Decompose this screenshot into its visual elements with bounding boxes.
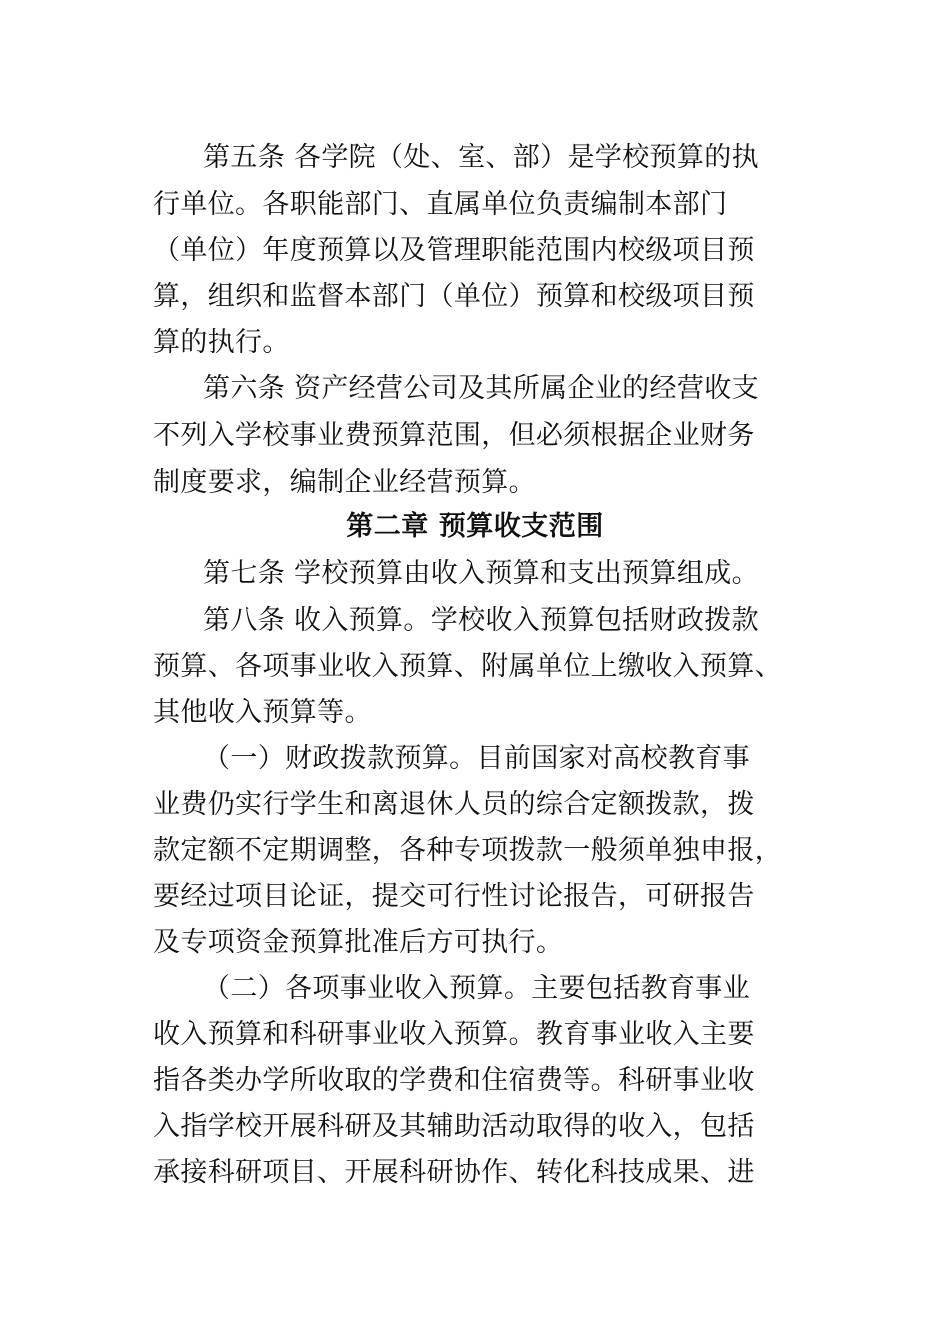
article-5-line-5: 算的执行。 xyxy=(153,327,290,358)
item-2-line-2: 收入预算和科研事业收入预算。教育事业收入主要 xyxy=(153,1019,755,1050)
article-6-line-2: 不列入学校事业费预算范围，但必须根据企业财务 xyxy=(153,420,755,451)
item-1-line-5: 及专项资金预算批准后方可执行。 xyxy=(153,927,564,958)
item-2-line-3: 指各类办学所收取的学费和住宿费等。科研事业收 xyxy=(153,1065,755,1096)
article-5-line-2: 行单位。各职能部门、直属单位负责编制本部门 xyxy=(153,189,728,220)
chapter-heading: 第二章 预算收支范围 xyxy=(346,511,604,542)
item-1-line-3: 款定额不定期调整，各种专项拨款一般须单独申报， xyxy=(153,835,783,866)
item-1-line-2: 业费仍实行学生和离退休人员的综合定额拨款，拨 xyxy=(153,789,755,820)
article-8-line-2: 预算、各项事业收入预算、附属单位上缴收入预算、 xyxy=(153,651,783,682)
article-8-line-1: 第八条 收入预算。学校收入预算包括财政拨款 xyxy=(203,605,759,636)
item-2-line-1: （二）各项事业收入预算。主要包括教育事业 xyxy=(203,973,750,1004)
article-6-line-3: 制度要求，编制企业经营预算。 xyxy=(153,467,536,498)
article-8-line-3: 其他收入预算等。 xyxy=(153,697,372,728)
article-5-line-3: （单位）年度预算以及管理职能范围内校级项目预 xyxy=(153,235,755,266)
item-1-line-1: （一）财政拨款预算。目前国家对高校教育事 xyxy=(203,743,750,774)
item-2-line-4: 入指学校开展科研及其辅助活动取得的收入，包括 xyxy=(153,1111,755,1142)
item-2-line-5: 承接科研项目、开展科研协作、转化科技成果、进 xyxy=(153,1157,755,1188)
item-1-line-4: 要经过项目论证，提交可行性讨论报告，可研报告 xyxy=(153,881,755,912)
article-5-line-4: 算，组织和监督本部门（单位）预算和校级项目预 xyxy=(153,281,755,312)
article-5-line-1: 第五条 各学院（处、室、部）是学校预算的执 xyxy=(203,142,759,173)
article-7-line-1: 第七条 学校预算由收入预算和支出预算组成。 xyxy=(203,558,759,589)
article-6-line-1: 第六条 资产经营公司及其所属企业的经营收支 xyxy=(203,373,759,404)
